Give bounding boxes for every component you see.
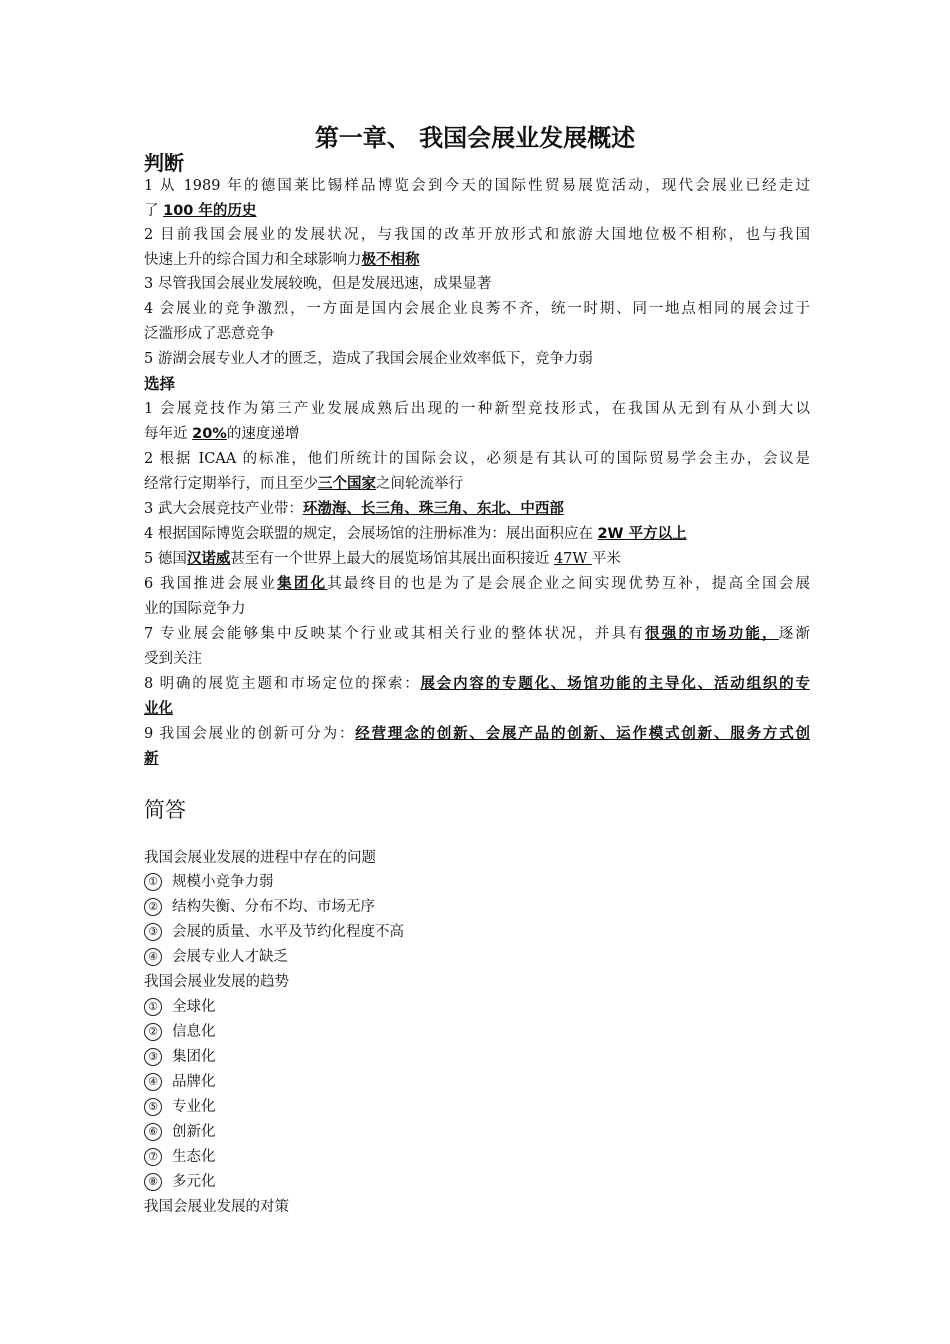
judge-item-1-line-2: 了 100 年的历史 <box>144 203 257 219</box>
trend-item-2: ② 信息化 <box>144 1020 810 1045</box>
section-heading-answer: 简答 <box>144 798 186 822</box>
policy-title: 我国会展业发展的对策 <box>144 1199 289 1215</box>
judge-item-2-line-1: 2 目前我国会展业的发展状况，与我国的改革开放形式和旅游大国地位极不相称，也与我国 <box>144 227 810 243</box>
choice-item-7-line-2: 受到关注 <box>144 651 202 667</box>
choice-item-1-line-2: 每年近 20%的速度递增 <box>144 426 300 442</box>
problems-title: 我国会展业发展的进程中存在的问题 <box>144 850 376 866</box>
choice-item-3-answer: 环渤海、长三角、珠三角、东北、中西部 <box>302 501 564 517</box>
choice-item-5: 5 德国汉诺威甚至有一个世界上最大的展览场馆其展出面积接近 47W 平米 <box>144 551 621 567</box>
choice-item-8-line-1: 8 明确的展览主题和市场定位的探索：展会内容的专题化、场馆功能的主导化、活动组织的专 <box>144 676 810 692</box>
trend-item-6: ⑥ 创新化 <box>144 1120 810 1145</box>
choice-item-4: 4 根据国际博览会联盟的规定，会展场馆的注册标准为：展出面积应在 2W 平方以上 <box>144 526 687 542</box>
trend-item-4: ④ 品牌化 <box>144 1070 810 1095</box>
judge-item-2-answer: 极不相称 <box>361 252 420 268</box>
trends-title: 我国会展业发展的趋势 <box>144 974 289 990</box>
choice-item-6-line-2: 业的国际竞争力 <box>144 601 246 617</box>
problem-item-3: ③ 会展的质量、水平及节约化程度不高 <box>144 920 810 945</box>
choice-item-6-answer: 集团化 <box>277 576 328 592</box>
judge-item-1-answer: 100 年的历史 <box>163 203 257 219</box>
page-title: 第一章、 我国会展业发展概述 <box>314 124 636 152</box>
trend-item-5: ⑤ 专业化 <box>144 1095 810 1120</box>
problem-item-1: ① 规模小竞争力弱 <box>144 870 810 895</box>
choice-item-8-answer: 展会内容的专题化、场馆功能的主导化、活动组织的专 <box>420 676 810 692</box>
section-heading-choice: 选择 <box>144 375 176 393</box>
trend-item-7: ⑦ 生态化 <box>144 1145 810 1170</box>
choice-item-2-line-2: 经常行定期举行，而且至少三个国家之间轮流举行 <box>144 476 463 492</box>
trend-item-1: ① 全球化 <box>144 995 810 1020</box>
choice-item-2-line-1: 2 根据 ICAA 的标准，他们所统计的国际会议，必须是有其认可的国际贸易学会主办，会议是 <box>144 451 810 467</box>
choice-item-6-line-1: 6 我国推进会展业集团化其最终目的也是为了是会展企业之间实现优势互补，提高全国会展 <box>144 576 811 592</box>
choice-item-7-answer: 很强的市场功能， <box>645 626 779 642</box>
problem-item-2: ② 结构失衡、分布不均、市场无序 <box>144 895 810 920</box>
choice-item-7-line-1: 7 专业展会能够集中反映某个行业或其相关行业的整体状况，并具有很强的市场功能，逐渐 <box>144 626 811 642</box>
problem-item-4: ④ 会展专业人才缺乏 <box>144 945 810 970</box>
judge-item-4-line-1: 4 会展业的竞争激烈，一方面是国内会展企业良莠不齐，统一时期、同一地点相同的展会过于 <box>144 301 810 317</box>
choice-item-3: 3 武大会展竞技产业带：环渤海、长三角、珠三角、东北、中西部 <box>144 501 564 517</box>
choice-item-9-line-2: 新 <box>144 751 159 767</box>
judge-item-1-line-1: 1 从 1989 年的德国莱比锡样品博览会到今天的国际性贸易展览活动，现代会展业已经走过 <box>144 178 810 194</box>
judge-item-3: 3 尽管我国会展业发展较晚，但是发展迅速，成果显著 <box>144 276 492 292</box>
choice-item-1-line-1: 1 会展竞技作为第三产业发展成熟后出现的一种新型竞技形式，在我国从无到有从小到大以 <box>144 401 810 417</box>
choice-item-8-line-2: 业化 <box>144 701 173 717</box>
choice-item-9-line-1: 9 我国会展业的创新可分为：经营理念的创新、会展产品的创新、运作模式创新、服务方式创 <box>144 726 810 742</box>
trend-item-3: ③ 集团化 <box>144 1045 810 1070</box>
choice-item-5-answer-1: 汉诺威 <box>186 551 231 567</box>
judge-item-4-line-2: 泛滥形成了恶意竞争 <box>144 326 275 342</box>
choice-item-1-answer: 20% <box>192 426 227 442</box>
choice-item-2-answer: 三个国家 <box>318 476 376 492</box>
choice-item-4-answer: 2W 平方 <box>597 526 658 542</box>
choice-item-9-answer: 经营理念的创新、会展产品的创新、运作模式创新、服务方式创 <box>355 726 810 742</box>
judge-item-2-line-2: 快速上升的综合国力和全球影响力极不相称 <box>144 252 420 268</box>
judge-item-5: 5 游湖会展专业人才的匮乏，造成了我国会展企业效率低下，竞争力弱 <box>144 351 593 367</box>
choice-item-5-answer-2: 47W <box>553 551 592 567</box>
trend-item-8: ⑧ 多元化 <box>144 1170 810 1195</box>
section-heading-judge: 判断 <box>144 151 184 175</box>
